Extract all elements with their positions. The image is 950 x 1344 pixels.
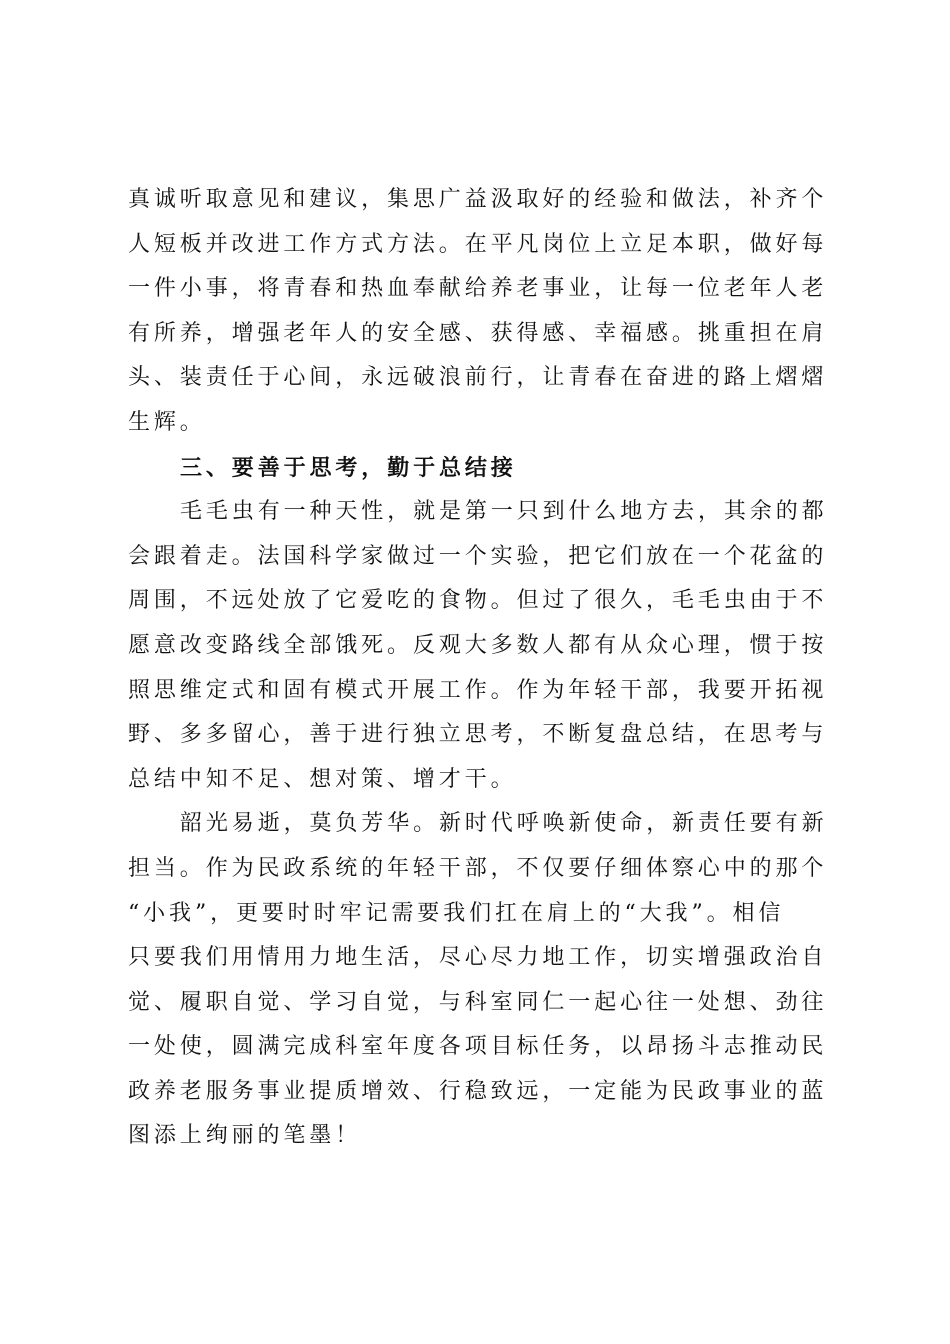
text-line: 觉、履职自觉、学习自觉，与科室同仁一起心往一处想、劲往 [128, 989, 828, 1015]
document-page [128, 178, 838, 1159]
text-line: 野、多多留心，善于进行独立思考，不断复盘总结，在思考与 [128, 722, 828, 748]
text-line: 周围，不远处放了它爱吃的食物。但过了很久，毛毛虫由于不 [128, 588, 828, 614]
text-line: 韶光易逝，莫负芳华。新时代呼唤新使命，新责任要有新 [180, 811, 828, 837]
paragraph [128, 178, 838, 446]
text-line: 一件小事，将青春和热血奉献给养老事业，让每一位老年人老 [128, 276, 828, 302]
text-line: 担当。作为民政系统的年轻干部，不仅要仔细体察心中的那个 [128, 855, 828, 881]
text-line: 有所养，增强老年人的安全感、获得感、幸福感。挑重担在肩 [128, 320, 828, 346]
text-line: 头、装责任于心间，永远破浪前行，让青春在奋进的路上熠熠 [128, 365, 828, 391]
text-line: 图添上绚丽的笔墨！ [128, 1123, 362, 1149]
text-line: “小我”，更要时时牢记需要我们扛在肩上的“大我”。相信 [128, 900, 785, 926]
paragraph [128, 802, 838, 1159]
paragraph [128, 490, 838, 802]
text-line: 人短板并改进工作方式方法。在平凡岗位上立足本职，做好每 [128, 231, 828, 257]
text-line: 一处使，圆满完成科室年度各项目标任务，以昂扬斗志推动民 [128, 1034, 828, 1060]
text-line: 照思维定式和固有模式开展工作。作为年轻干部，我要开拓视 [128, 677, 828, 703]
section-heading [128, 446, 838, 491]
text-line: 总结中知不足、想对策、增才干。 [128, 766, 517, 792]
text-line: 会跟着走。法国科学家做过一个实验，把它们放在一个花盆的 [128, 543, 828, 569]
text-line: 只要我们用情用力地生活，尽心尽力地工作，切实增强政治自 [128, 945, 828, 971]
text-line: 毛毛虫有一种天性，就是第一只到什么地方去，其余的都 [180, 499, 828, 525]
text-line: 三、要善于思考，勤于总结接 [180, 454, 517, 481]
text-line: 愿意改变路线全部饿死。反观大多数人都有从众心理，惯于按 [128, 632, 828, 658]
text-line: 生辉。 [128, 409, 206, 435]
text-line: 真诚听取意见和建议，集思广益汲取好的经验和做法，补齐个 [128, 187, 828, 212]
text-line: 政养老服务事业提质增效、行稳致远，一定能为民政事业的蓝 [128, 1078, 828, 1104]
